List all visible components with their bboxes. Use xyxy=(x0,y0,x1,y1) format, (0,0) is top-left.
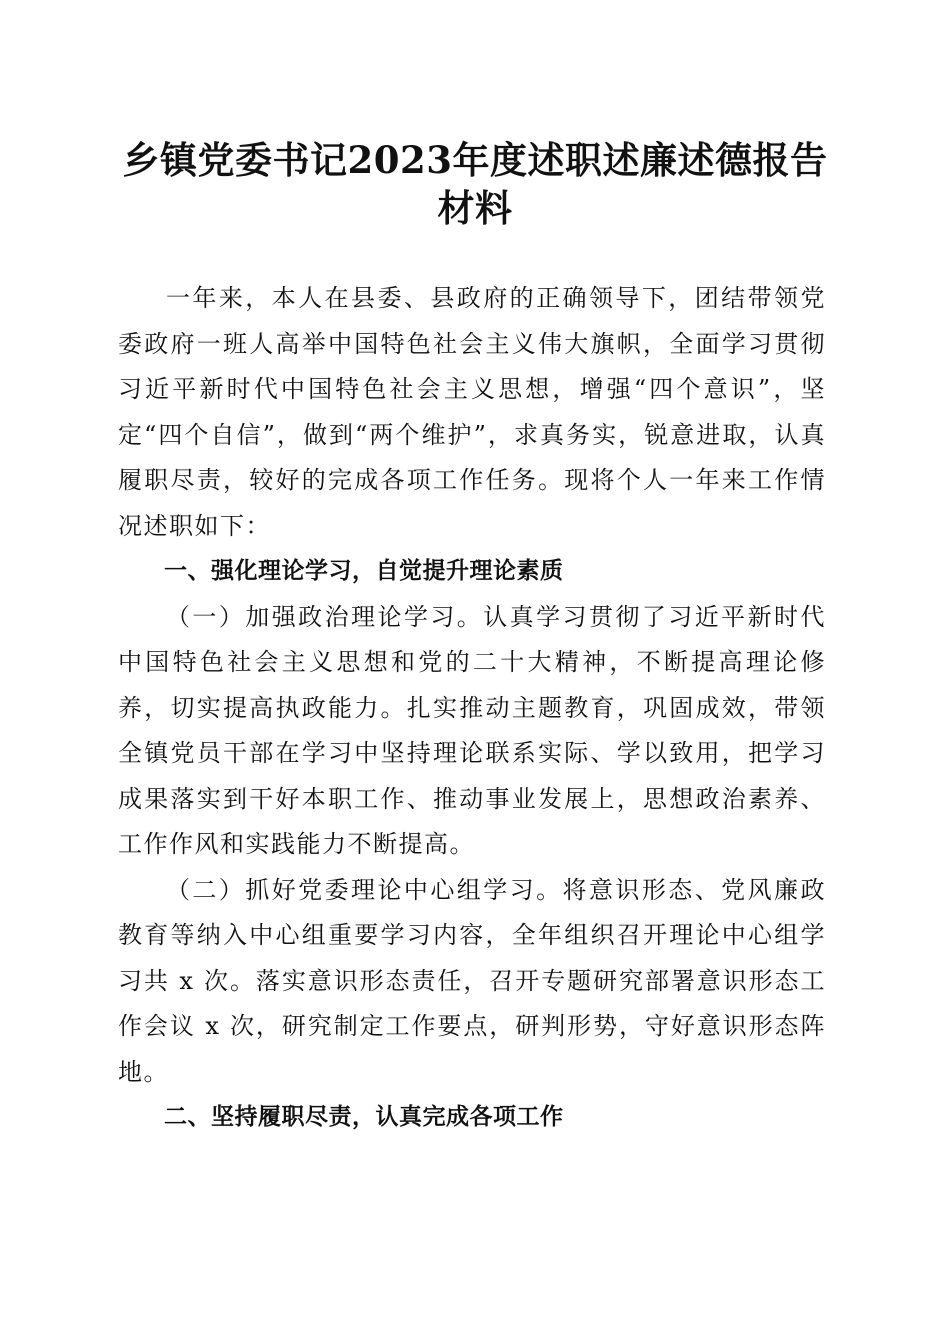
document-body xyxy=(118,276,826,1141)
section-1-paragraph-1: （一）加强政治理论学习。认真学习贯彻了习近平新时代中国特色社会主义思想和党的二十大精神，不断提高理论修养，切实提高执政能力。扎实推动主题教育，巩固成效，带领全镇党员干部在学习中坚持理论联系实际、学以致用，把学习成果落实到干好本职工作、推动事业发展上，思想政治素养、工作作风和实践能力不断提高。 xyxy=(118,602,826,858)
section-heading-2: 二、坚持履职尽责，认真完成各项工作 xyxy=(164,1104,564,1130)
intro-paragraph: 一年来，本人在县委、县政府的正确领导下，团结带领党委政府一班人高举中国特色社会主义伟大旗帜，全面学习贯彻习近平新时代中国特色社会主义思想，增强“四个意识”，坚定“四个自信”，做到“两个维护”，求真务实，锐意进取，认真履职尽责，较好的完成各项工作任务。现将个人一年来工作情况述职如下： xyxy=(118,284,826,540)
section-heading-1: 一、强化理论学习，自觉提升理论素质 xyxy=(164,558,564,584)
document-title: 乡镇党委书记2023年度述职述廉述德报告材料 xyxy=(122,138,828,230)
section-1-paragraph-2: （二）抓好党委理论中心组学习。将意识形态、党风廉政教育等纳入中心组重要学习内容，全年组织召开理论中心组学习共 x 次。落实意识形态责任，召开专题研究部署意识形态工作会议 x 次，研究制定工作要点，研判形势，守好意识形态阵地。 xyxy=(118,875,826,1086)
